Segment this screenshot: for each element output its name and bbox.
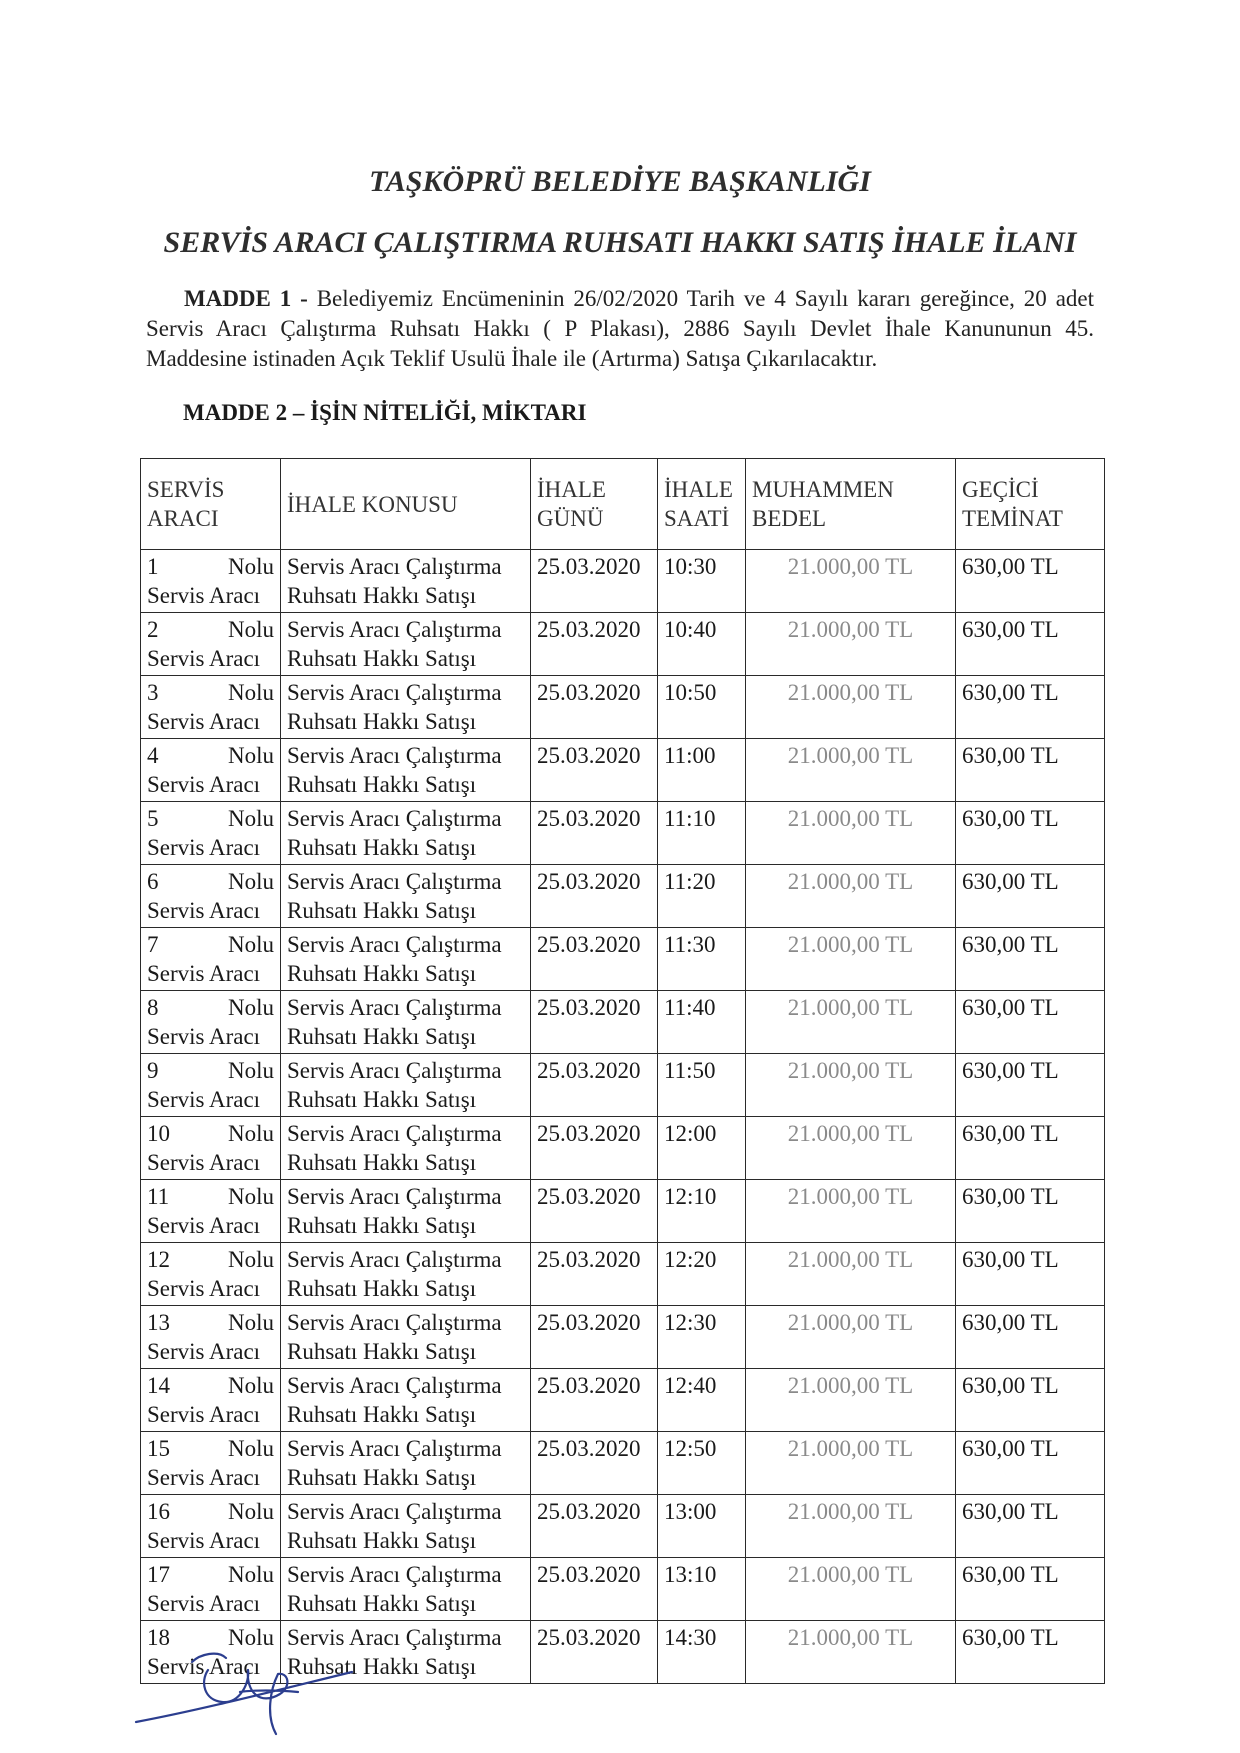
cell-ihale-gunu: 25.03.2020 [531, 928, 658, 991]
cell-ihale-konusu [281, 676, 531, 739]
servis-arac-label: Servis Aracı [147, 1150, 261, 1175]
cell-gecici-teminat: 630,00 TL [956, 1558, 1105, 1621]
servis-nolu: Nolu [228, 743, 274, 768]
cell-gecici-teminat: 630,00 TL [956, 1621, 1105, 1684]
konu-line-1: Servis Aracı Çalıştırma [287, 1058, 502, 1083]
konu-line-2: Ruhsatı Hakkı Satışı [287, 1402, 477, 1427]
servis-arac-label: Servis Aracı [147, 709, 261, 734]
cell-ihale-gunu: 25.03.2020 [531, 1432, 658, 1495]
cell-gecici-teminat: 630,00 TL [956, 1432, 1105, 1495]
servis-arac-label: Servis Aracı [147, 1591, 261, 1616]
servis-nolu: Nolu [228, 995, 274, 1020]
konu-line-1: Servis Aracı Çalıştırma [287, 743, 502, 768]
konu-line-2: Ruhsatı Hakkı Satışı [287, 1213, 477, 1238]
konu-line-2: Ruhsatı Hakkı Satışı [287, 1591, 477, 1616]
cell-ihale-gunu: 25.03.2020 [531, 1054, 658, 1117]
cell-gecici-teminat: 630,00 TL [956, 550, 1105, 613]
servis-nolu: Nolu [228, 1310, 274, 1335]
cell-ihale-gunu: 25.03.2020 [531, 865, 658, 928]
servis-nolu: Nolu [228, 1499, 274, 1524]
cell-ihale-gunu: 25.03.2020 [531, 613, 658, 676]
servis-no: 4 [147, 743, 159, 768]
cell-gecici-teminat: 630,00 TL [956, 991, 1105, 1054]
cell-ihale-saati: 14:30 [658, 1621, 746, 1684]
cell-servis-araci [141, 1558, 281, 1621]
cell-servis-araci [141, 1432, 281, 1495]
cell-muhammen-bedel: 21.000,00 TL [746, 676, 956, 739]
cell-gecici-teminat: 630,00 TL [956, 1117, 1105, 1180]
servis-arac-label: Servis Aracı [147, 1024, 261, 1049]
konu-line-1: Servis Aracı Çalıştırma [287, 554, 502, 579]
table-row [141, 1369, 1105, 1432]
cell-gecici-teminat: 630,00 TL [956, 739, 1105, 802]
servis-nolu: Nolu [228, 617, 274, 642]
konu-line-2: Ruhsatı Hakkı Satışı [287, 1465, 477, 1490]
servis-no: 10 [147, 1121, 170, 1146]
cell-ihale-gunu: 25.03.2020 [531, 802, 658, 865]
konu-line-1: Servis Aracı Çalıştırma [287, 995, 502, 1020]
servis-arac-label: Servis Aracı [147, 1465, 261, 1490]
page-title: TAŞKÖPRÜ BELEDİYE BAŞKANLIĞI [369, 165, 871, 198]
konu-line-2: Ruhsatı Hakkı Satışı [287, 1087, 477, 1112]
cell-ihale-gunu: 25.03.2020 [531, 991, 658, 1054]
cell-ihale-konusu [281, 1117, 531, 1180]
konu-line-2: Ruhsatı Hakkı Satışı [287, 772, 477, 797]
cell-muhammen-bedel: 21.000,00 TL [746, 1306, 956, 1369]
konu-line-1: Servis Aracı Çalıştırma [287, 1373, 502, 1398]
cell-gecici-teminat: 630,00 TL [956, 1054, 1105, 1117]
table-row [141, 928, 1105, 991]
konu-line-1: Servis Aracı Çalıştırma [287, 617, 502, 642]
madde-1-paragraph [146, 284, 1094, 374]
konu-line-2: Ruhsatı Hakkı Satışı [287, 709, 477, 734]
cell-ihale-konusu [281, 1180, 531, 1243]
servis-no: 15 [147, 1436, 170, 1461]
servis-nolu: Nolu [228, 1247, 274, 1272]
cell-ihale-gunu: 25.03.2020 [531, 1495, 658, 1558]
servis-no: 13 [147, 1310, 170, 1335]
table-header-row [141, 459, 1105, 550]
cell-servis-araci [141, 1117, 281, 1180]
servis-nolu: Nolu [228, 806, 274, 831]
konu-line-1: Servis Aracı Çalıştırma [287, 1121, 502, 1146]
servis-nolu: Nolu [228, 1625, 274, 1650]
header-ihale-gunu: İHALE GÜNÜ [531, 459, 658, 550]
cell-muhammen-bedel: 21.000,00 TL [746, 928, 956, 991]
table-row [141, 1180, 1105, 1243]
servis-nolu: Nolu [228, 1184, 274, 1209]
cell-ihale-konusu [281, 1558, 531, 1621]
cell-muhammen-bedel: 21.000,00 TL [746, 802, 956, 865]
cell-servis-araci [141, 865, 281, 928]
servis-nolu: Nolu [228, 869, 274, 894]
table-row [141, 1117, 1105, 1180]
cell-ihale-gunu: 25.03.2020 [531, 1117, 658, 1180]
cell-ihale-saati: 11:10 [658, 802, 746, 865]
madde-2-heading: MADDE 2 – İŞİN NİTELİĞİ, MİKTARI [183, 400, 587, 425]
cell-ihale-gunu: 25.03.2020 [531, 550, 658, 613]
table-row [141, 1306, 1105, 1369]
servis-nolu: Nolu [228, 1058, 274, 1083]
servis-no: 1 [147, 554, 159, 579]
madde-1-label: MADDE 1 - [184, 286, 308, 311]
servis-nolu: Nolu [228, 680, 274, 705]
cell-ihale-saati: 11:40 [658, 991, 746, 1054]
cell-ihale-konusu [281, 802, 531, 865]
table-row [141, 1243, 1105, 1306]
table-row [141, 613, 1105, 676]
cell-ihale-gunu: 25.03.2020 [531, 1243, 658, 1306]
table-body [141, 550, 1105, 1684]
servis-no: 6 [147, 869, 159, 894]
konu-line-2: Ruhsatı Hakkı Satışı [287, 1654, 477, 1679]
cell-ihale-konusu [281, 550, 531, 613]
cell-ihale-konusu [281, 928, 531, 991]
servis-nolu: Nolu [228, 1373, 274, 1398]
servis-no: 9 [147, 1058, 159, 1083]
cell-servis-araci [141, 1054, 281, 1117]
servis-arac-label: Servis Aracı [147, 772, 261, 797]
header-muhammen-bedel: MUHAMMEN BEDEL [746, 459, 956, 550]
cell-ihale-konusu [281, 1495, 531, 1558]
servis-no: 18 [147, 1625, 170, 1650]
konu-line-2: Ruhsatı Hakkı Satışı [287, 1339, 477, 1364]
ihale-table [140, 458, 1105, 1684]
cell-ihale-konusu [281, 865, 531, 928]
konu-line-1: Servis Aracı Çalıştırma [287, 1310, 502, 1335]
cell-ihale-konusu [281, 1369, 531, 1432]
cell-servis-araci [141, 1495, 281, 1558]
servis-no: 14 [147, 1373, 170, 1398]
konu-line-1: Servis Aracı Çalıştırma [287, 869, 502, 894]
cell-servis-araci [141, 739, 281, 802]
cell-servis-araci [141, 1243, 281, 1306]
servis-arac-label: Servis Aracı [147, 1654, 261, 1679]
servis-no: 11 [147, 1184, 170, 1209]
cell-muhammen-bedel: 21.000,00 TL [746, 550, 956, 613]
table-row [141, 1558, 1105, 1621]
servis-arac-label: Servis Aracı [147, 1213, 261, 1238]
cell-ihale-gunu: 25.03.2020 [531, 1558, 658, 1621]
cell-ihale-gunu: 25.03.2020 [531, 1369, 658, 1432]
konu-line-1: Servis Aracı Çalıştırma [287, 806, 502, 831]
cell-ihale-gunu: 25.03.2020 [531, 676, 658, 739]
konu-line-2: Ruhsatı Hakkı Satışı [287, 583, 477, 608]
cell-muhammen-bedel: 21.000,00 TL [746, 1054, 956, 1117]
servis-arac-label: Servis Aracı [147, 583, 261, 608]
cell-muhammen-bedel: 21.000,00 TL [746, 1243, 956, 1306]
cell-ihale-saati: 10:40 [658, 613, 746, 676]
servis-no: 3 [147, 680, 159, 705]
header-ihale-konusu: İHALE KONUSU [281, 459, 531, 550]
servis-arac-label: Servis Aracı [147, 1276, 261, 1301]
cell-servis-araci [141, 1180, 281, 1243]
servis-arac-label: Servis Aracı [147, 1402, 261, 1427]
cell-gecici-teminat: 630,00 TL [956, 1306, 1105, 1369]
cell-muhammen-bedel: 21.000,00 TL [746, 739, 956, 802]
cell-muhammen-bedel: 21.000,00 TL [746, 1432, 956, 1495]
cell-gecici-teminat: 630,00 TL [956, 1369, 1105, 1432]
table-row [141, 1495, 1105, 1558]
konu-line-2: Ruhsatı Hakkı Satışı [287, 835, 477, 860]
cell-ihale-saati: 12:30 [658, 1306, 746, 1369]
cell-muhammen-bedel: 21.000,00 TL [746, 613, 956, 676]
cell-gecici-teminat: 630,00 TL [956, 676, 1105, 739]
cell-servis-araci [141, 991, 281, 1054]
servis-arac-label: Servis Aracı [147, 1339, 261, 1364]
servis-no: 2 [147, 617, 159, 642]
cell-gecici-teminat: 630,00 TL [956, 1495, 1105, 1558]
cell-servis-araci [141, 1306, 281, 1369]
cell-muhammen-bedel: 21.000,00 TL [746, 991, 956, 1054]
konu-line-2: Ruhsatı Hakkı Satışı [287, 1024, 477, 1049]
cell-muhammen-bedel: 21.000,00 TL [746, 1180, 956, 1243]
cell-gecici-teminat: 630,00 TL [956, 1243, 1105, 1306]
servis-nolu: Nolu [228, 1562, 274, 1587]
servis-no: 12 [147, 1247, 170, 1272]
header-ihale-saati: İHALE SAATİ [658, 459, 746, 550]
servis-arac-label: Servis Aracı [147, 961, 261, 986]
cell-ihale-saati: 13:00 [658, 1495, 746, 1558]
konu-line-1: Servis Aracı Çalıştırma [287, 1247, 502, 1272]
cell-servis-araci [141, 550, 281, 613]
cell-ihale-konusu [281, 739, 531, 802]
konu-line-1: Servis Aracı Çalıştırma [287, 1436, 502, 1461]
cell-ihale-konusu [281, 1306, 531, 1369]
signature-icon [130, 1630, 360, 1740]
konu-line-1: Servis Aracı Çalıştırma [287, 1625, 502, 1650]
cell-ihale-konusu [281, 613, 531, 676]
konu-line-2: Ruhsatı Hakkı Satışı [287, 961, 477, 986]
konu-line-2: Ruhsatı Hakkı Satışı [287, 1528, 477, 1553]
cell-ihale-konusu [281, 1432, 531, 1495]
table-row [141, 676, 1105, 739]
cell-muhammen-bedel: 21.000,00 TL [746, 1369, 956, 1432]
konu-line-1: Servis Aracı Çalıştırma [287, 680, 502, 705]
cell-muhammen-bedel: 21.000,00 TL [746, 1621, 956, 1684]
servis-no: 7 [147, 932, 159, 957]
cell-muhammen-bedel: 21.000,00 TL [746, 865, 956, 928]
servis-nolu: Nolu [228, 932, 274, 957]
cell-ihale-saati: 11:20 [658, 865, 746, 928]
table-row [141, 739, 1105, 802]
madde-1-text: Belediyemiz Encümeninin 26/02/2020 Tarih ve 4 Sayılı kararı gereğince, 20 adet Servis Aracı Çalıştırma Ruhsatı Hakkı ( P Plakası), 2886 Sayılı Devlet İhale Kanununun 45. Maddesine istinaden Açık Teklif Usulü İhale ile (Artırma) Satışa Çıkarılacaktır. [146, 286, 1094, 371]
cell-servis-araci [141, 802, 281, 865]
cell-muhammen-bedel: 21.000,00 TL [746, 1495, 956, 1558]
cell-ihale-konusu [281, 1243, 531, 1306]
servis-nolu: Nolu [228, 1436, 274, 1461]
servis-no: 16 [147, 1499, 170, 1524]
cell-ihale-gunu: 25.03.2020 [531, 739, 658, 802]
cell-ihale-saati: 11:50 [658, 1054, 746, 1117]
cell-ihale-saati: 11:30 [658, 928, 746, 991]
cell-muhammen-bedel: 21.000,00 TL [746, 1117, 956, 1180]
cell-ihale-saati: 12:50 [658, 1432, 746, 1495]
cell-ihale-saati: 10:50 [658, 676, 746, 739]
header-gecici-teminat: GEÇİCİ TEMİNAT [956, 459, 1105, 550]
konu-line-1: Servis Aracı Çalıştırma [287, 932, 502, 957]
cell-ihale-saati: 12:10 [658, 1180, 746, 1243]
konu-line-1: Servis Aracı Çalıştırma [287, 1562, 502, 1587]
page-subtitle: SERVİS ARACI ÇALIŞTIRMA RUHSATI HAKKI SATIŞ İHALE İLANI [163, 226, 1077, 259]
cell-ihale-konusu [281, 991, 531, 1054]
table-row [141, 991, 1105, 1054]
table-row [141, 550, 1105, 613]
cell-ihale-gunu: 25.03.2020 [531, 1306, 658, 1369]
cell-ihale-gunu: 25.03.2020 [531, 1180, 658, 1243]
konu-line-2: Ruhsatı Hakkı Satışı [287, 646, 477, 671]
cell-ihale-saati: 12:40 [658, 1369, 746, 1432]
cell-gecici-teminat: 630,00 TL [956, 928, 1105, 991]
servis-no: 8 [147, 995, 159, 1020]
table-row [141, 802, 1105, 865]
cell-servis-araci [141, 928, 281, 991]
cell-gecici-teminat: 630,00 TL [956, 1180, 1105, 1243]
servis-arac-label: Servis Aracı [147, 835, 261, 860]
servis-nolu: Nolu [228, 1121, 274, 1146]
konu-line-2: Ruhsatı Hakkı Satışı [287, 1150, 477, 1175]
cell-servis-araci [141, 676, 281, 739]
servis-arac-label: Servis Aracı [147, 1528, 261, 1553]
servis-arac-label: Servis Aracı [147, 898, 261, 923]
cell-ihale-saati: 10:30 [658, 550, 746, 613]
cell-ihale-saati: 12:00 [658, 1117, 746, 1180]
cell-gecici-teminat: 630,00 TL [956, 613, 1105, 676]
cell-ihale-gunu: 25.03.2020 [531, 1621, 658, 1684]
cell-gecici-teminat: 630,00 TL [956, 865, 1105, 928]
cell-ihale-saati: 12:20 [658, 1243, 746, 1306]
cell-gecici-teminat: 630,00 TL [956, 802, 1105, 865]
servis-arac-label: Servis Aracı [147, 1087, 261, 1112]
cell-servis-araci [141, 613, 281, 676]
konu-line-2: Ruhsatı Hakkı Satışı [287, 1276, 477, 1301]
servis-no: 17 [147, 1562, 170, 1587]
cell-ihale-saati: 13:10 [658, 1558, 746, 1621]
konu-line-2: Ruhsatı Hakkı Satışı [287, 898, 477, 923]
table-row [141, 1054, 1105, 1117]
cell-servis-araci [141, 1369, 281, 1432]
cell-muhammen-bedel: 21.000,00 TL [746, 1558, 956, 1621]
servis-no: 5 [147, 806, 159, 831]
cell-ihale-konusu [281, 1054, 531, 1117]
header-servis-araci: SERVİS ARACI [141, 459, 281, 550]
cell-ihale-saati: 11:00 [658, 739, 746, 802]
konu-line-1: Servis Aracı Çalıştırma [287, 1184, 502, 1209]
konu-line-1: Servis Aracı Çalıştırma [287, 1499, 502, 1524]
servis-arac-label: Servis Aracı [147, 646, 261, 671]
servis-nolu: Nolu [228, 554, 274, 579]
table-row [141, 1432, 1105, 1495]
table-row [141, 865, 1105, 928]
